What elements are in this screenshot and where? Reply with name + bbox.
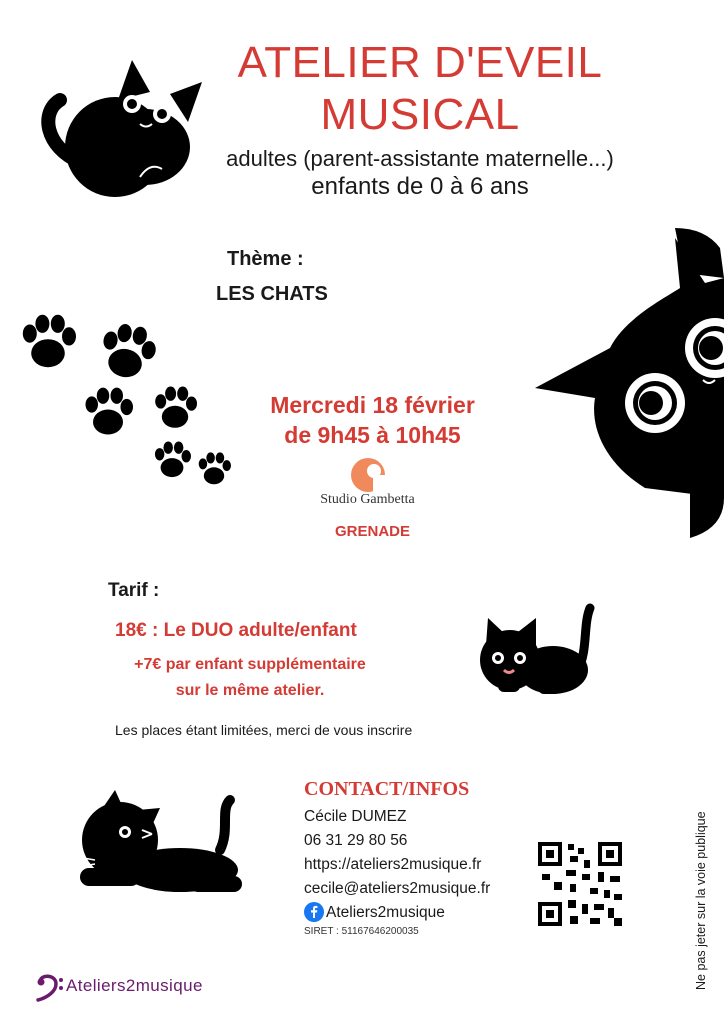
pricing-extra-line-2: sur le même atelier. [175, 682, 325, 699]
event-date: Mercredi 18 février [270, 392, 475, 418]
contact-name: Cécile DUMEZ [304, 808, 407, 825]
qr-code[interactable] [538, 842, 622, 926]
siret-number: SIRET : 51167646200035 [304, 926, 419, 937]
pricing-label: Tarif : [108, 580, 160, 601]
venue-name: Studio Gambetta [320, 492, 415, 507]
theme-label: Thème : [227, 248, 304, 270]
audience-line-1: adultes (parent-assistante maternelle...) [226, 146, 614, 171]
venue-city: GRENADE [334, 523, 410, 540]
cat-peeking-right-illustration [535, 228, 724, 540]
footer-brand: Ateliers2musique [66, 976, 203, 995]
contact-website-link[interactable]: https://ateliers2musique.fr [304, 856, 482, 873]
event-time: de 9h45 à 10h45 [284, 422, 461, 448]
audience-line-2: enfants de 0 à 6 ans [311, 173, 529, 200]
title-line-2: MUSICAL [320, 90, 520, 139]
cat-top-left-illustration [40, 52, 210, 202]
cat-lying-illustration [70, 790, 245, 900]
studio-gambetta-logo-icon [350, 457, 386, 493]
cat-crouching-illustration [478, 600, 603, 705]
paw-prints-illustration [20, 312, 235, 487]
contact-email-link[interactable]: cecile@ateliers2musique.fr [304, 880, 491, 897]
vertical-disposal-notice: Ne pas jeter sur la voie publique [694, 811, 708, 990]
pricing-extra-line-1: +7€ par enfant supplémentaire [134, 656, 366, 673]
theme-value: LES CHATS [216, 283, 328, 305]
registration-note: Les places étant limitées, merci de vous inscrire [115, 722, 413, 738]
pricing-duo: 18€ : Le DUO adulte/enfant [115, 620, 357, 641]
bass-clef-icon [34, 972, 64, 1002]
contact-phone[interactable]: 06 31 29 80 56 [304, 832, 408, 849]
contact-facebook-link[interactable]: Ateliers2musique [326, 904, 445, 921]
title-line-1: ATELIER D'EVEIL [237, 38, 603, 87]
facebook-icon[interactable] [304, 902, 324, 922]
contact-heading: CONTACT/INFOS [304, 778, 470, 800]
